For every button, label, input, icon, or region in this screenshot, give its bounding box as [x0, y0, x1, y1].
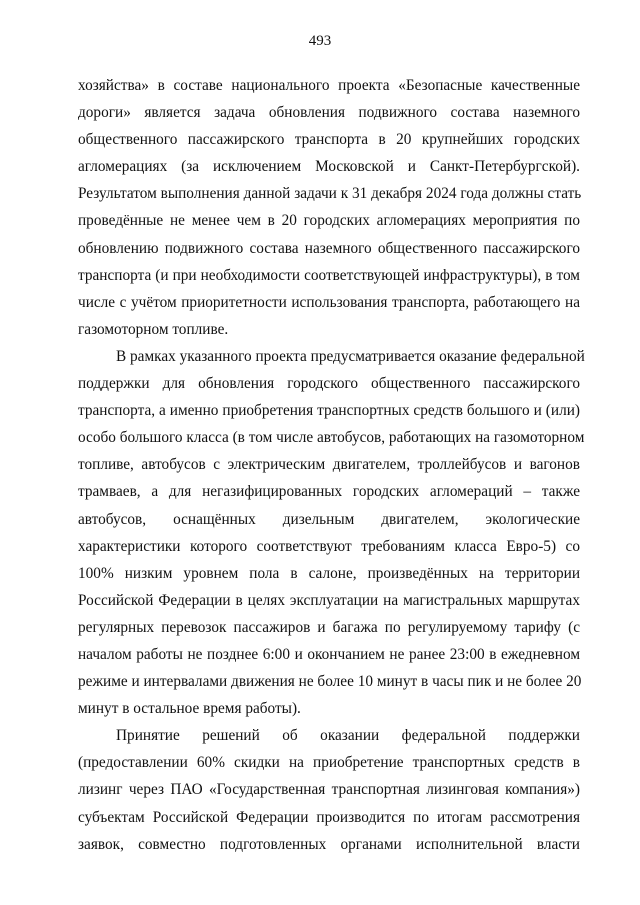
- text-line: трамваев, а для негазифицированных городских агломераций – также: [78, 483, 580, 501]
- paragraph-2: [78, 343, 585, 722]
- text-line: агломерациях (за исключением Московской и Санкт-Петербургской).: [78, 158, 580, 176]
- text-line: (предоставлении 60% скидки на приобретение транспортных средств в: [78, 754, 580, 772]
- text-line: автобусов, оснащённых дизельным двигателем, экологические: [78, 510, 580, 528]
- text-line: регулярных перевозок пассажиров и багажа по регулируемому тарифу (с: [78, 618, 580, 636]
- text-line: особо большого класса (в том числе автобусов, работающих на газомоторном: [78, 429, 585, 447]
- text-line: Принятие решений об оказании федеральной поддержки: [116, 727, 580, 745]
- text-line: проведённые не менее чем в 20 городских агломерациях мероприятия по: [78, 212, 580, 230]
- text-line: газомоторном топливе.: [78, 320, 229, 338]
- text-line: транспорта, а именно приобретения транспортных средств большого и (или): [78, 402, 580, 420]
- body-text: [78, 72, 585, 858]
- text-line: минут в остальное время работы).: [78, 700, 301, 718]
- text-line: обновлению подвижного состава наземного общественного пассажирского: [78, 239, 580, 257]
- text-line: топливе, автобусов с электрическим двигателем, троллейбусов и вагонов: [78, 456, 580, 474]
- text-line: заявок, совместно подготовленных органами исполнительной власти: [78, 835, 580, 853]
- text-line: В рамках указанного проекта предусматривается оказание федеральной: [116, 347, 585, 365]
- paragraph-3: [78, 722, 580, 857]
- text-line: Российской Федерации в целях эксплуатации на магистральных маршрутах: [78, 591, 580, 609]
- text-line: числе с учётом приоритетности использования транспорта, работающего на: [78, 293, 580, 311]
- page-number: 493: [308, 33, 332, 49]
- text-line: характеристики которого соответствуют требованиям класса Евро-5) со: [78, 537, 580, 555]
- text-line: хозяйства» в составе национального проекта «Безопасные качественные: [78, 77, 580, 94]
- text-line: субъектам Российской Федерации производится по итогам рассмотрения: [78, 808, 580, 826]
- text-line: поддержки для обновления городского общественного пассажирского: [78, 375, 580, 393]
- text-line: режиме и интервалами движения не более 10 минут в часы пик и не более 20: [78, 673, 582, 691]
- paragraph-1: [78, 72, 580, 343]
- text-line: дороги» является задача обновления подвижного состава наземного: [78, 104, 580, 122]
- text-line: началом работы не позднее 6:00 и окончанием не ранее 23:00 в ежедневном: [78, 645, 580, 663]
- text-line: лизинг через ПАО «Государственная транспортная лизинговая компания»): [78, 781, 580, 799]
- text-line: 100% низким уровнем пола в салоне, произведённых на территории: [78, 564, 580, 582]
- text-line: общественного пассажирского транспорта в 20 крупнейших городских: [78, 131, 580, 149]
- text-line: транспорта (и при необходимости соответствующей инфраструктуры), в том: [78, 266, 580, 284]
- text-line: Результатом выполнения данной задачи к 31 декабря 2024 года должны стать: [78, 185, 582, 203]
